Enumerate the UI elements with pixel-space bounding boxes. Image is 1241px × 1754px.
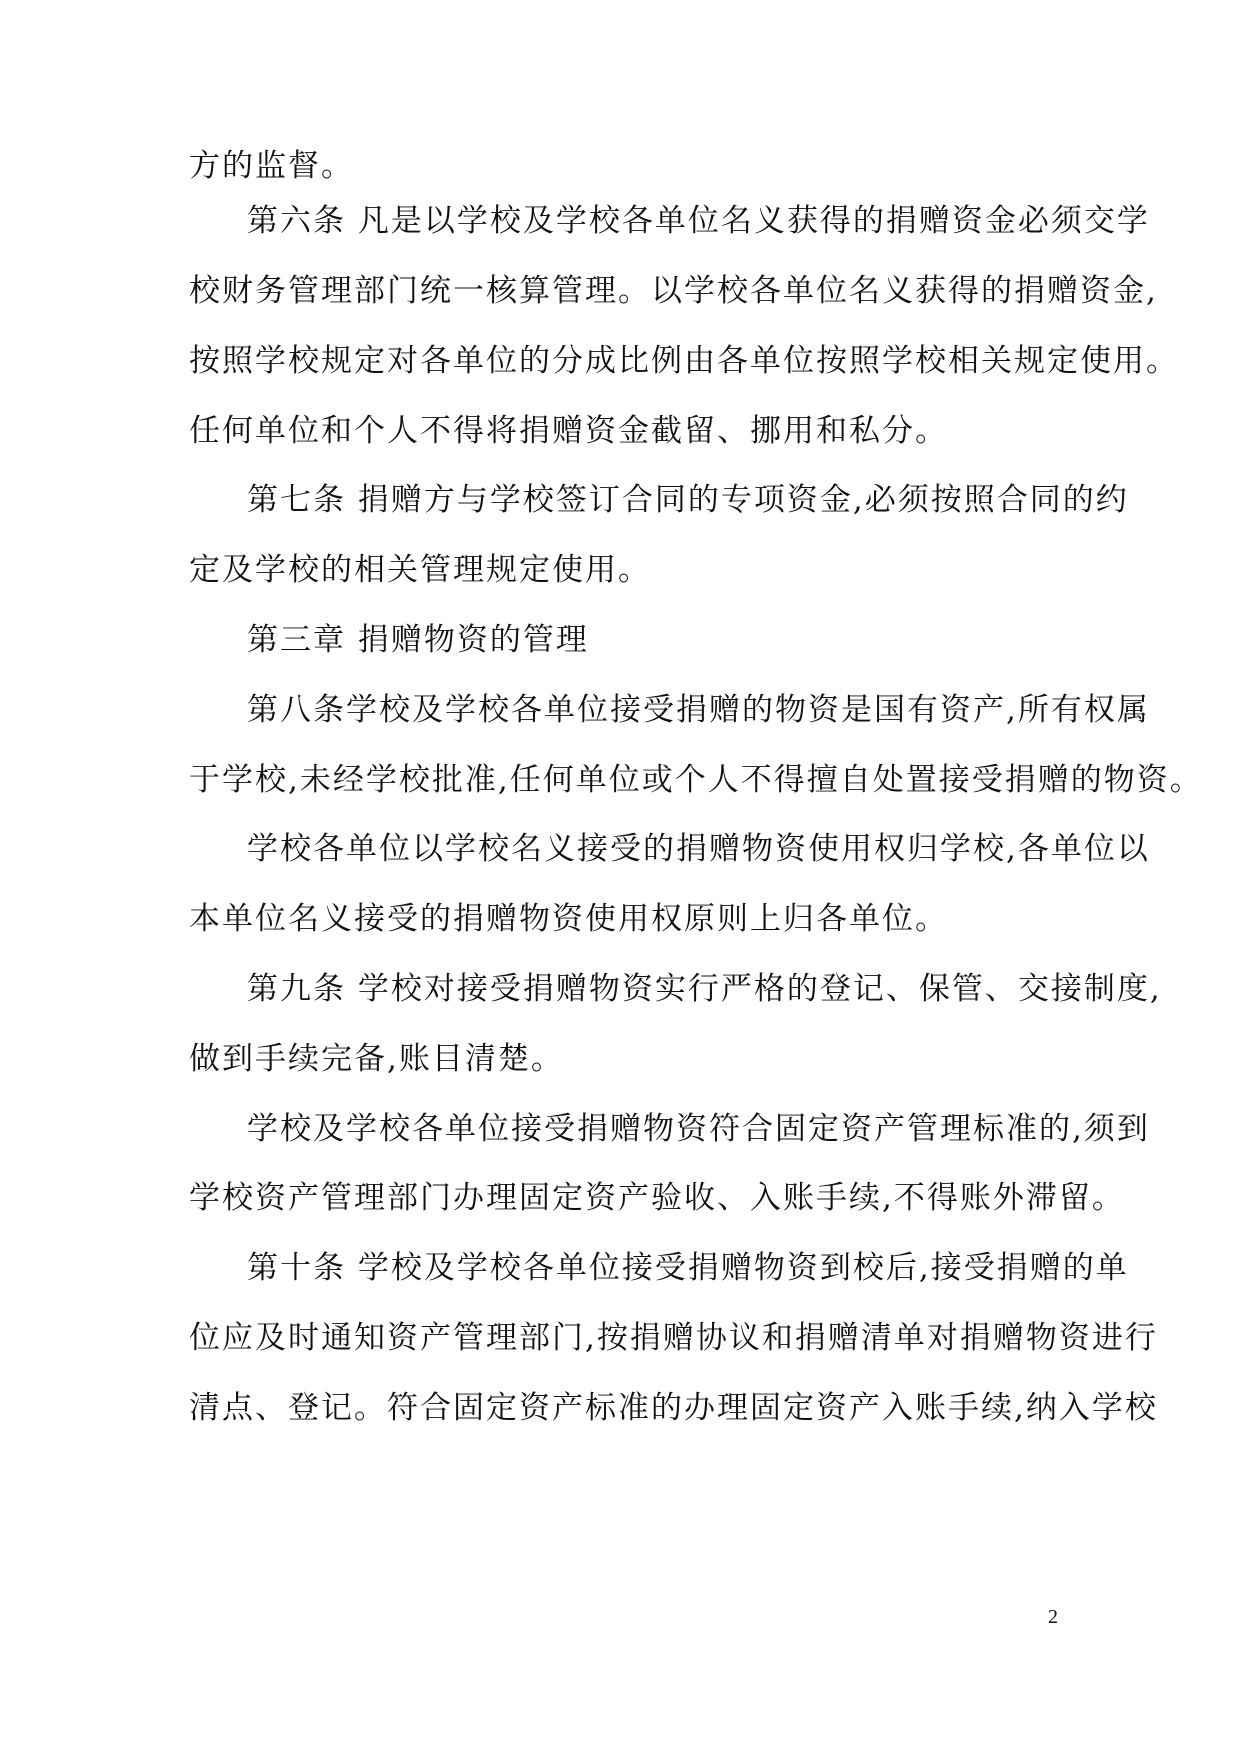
text-line: 第七条 捐赠方与学校签订合同的专项资金,必须按照合同的约	[247, 482, 1129, 518]
text-line: 任何单位和个人不得将捐赠资金截留、挪用和私分。	[189, 413, 948, 449]
text-line: 清点、登记。符合固定资产标准的办理固定资产入账手续,纳入学校	[189, 1390, 1158, 1426]
text-line: 做到手续完备,账目清楚。	[189, 1041, 564, 1077]
text-line: 按照学校规定对各单位的分成比例由各单位按照学校相关规定使用。	[189, 343, 1179, 379]
page-number: 2	[1048, 1606, 1058, 1628]
text-line: 方的监督。	[189, 148, 354, 184]
text-line: 学校资产管理部门办理固定资产验收、入账手续,不得账外滞留。	[189, 1180, 1125, 1216]
text-line: 于学校,未经学校批准,任何单位或个人不得擅自处置接受捐赠的物资。	[189, 762, 1203, 798]
text-line: 学校各单位以学校名义接受的捐赠物资使用权归学校,各单位以	[247, 831, 1150, 867]
text-line: 第十条 学校及学校各单位接受捐赠物资到校后,接受捐赠的单	[247, 1250, 1129, 1286]
text-line: 位应及时通知资产管理部门,按捐赠协议和捐赠清单对捐赠物资进行	[189, 1320, 1158, 1356]
text-line: 第六条 凡是以学校及学校各单位名义获得的捐赠资金必须交学	[247, 203, 1150, 239]
text-line: 校财务管理部门统一核算管理。以学校各单位名义获得的捐赠资金,	[189, 273, 1158, 309]
text-line: 定及学校的相关管理规定使用。	[189, 552, 651, 588]
text-line: 学校及学校各单位接受捐赠物资符合固定资产管理标准的,须到	[247, 1111, 1150, 1147]
section-heading: 第三章 捐赠物资的管理	[247, 622, 589, 658]
text-line: 本单位名义接受的捐赠物资使用权原则上归各单位。	[189, 901, 948, 937]
text-line: 第九条 学校对接受捐赠物资实行严格的登记、保管、交接制度,	[247, 971, 1162, 1007]
text-line: 第八条学校及学校各单位接受捐赠的物资是国有资产,所有权属	[247, 692, 1150, 728]
